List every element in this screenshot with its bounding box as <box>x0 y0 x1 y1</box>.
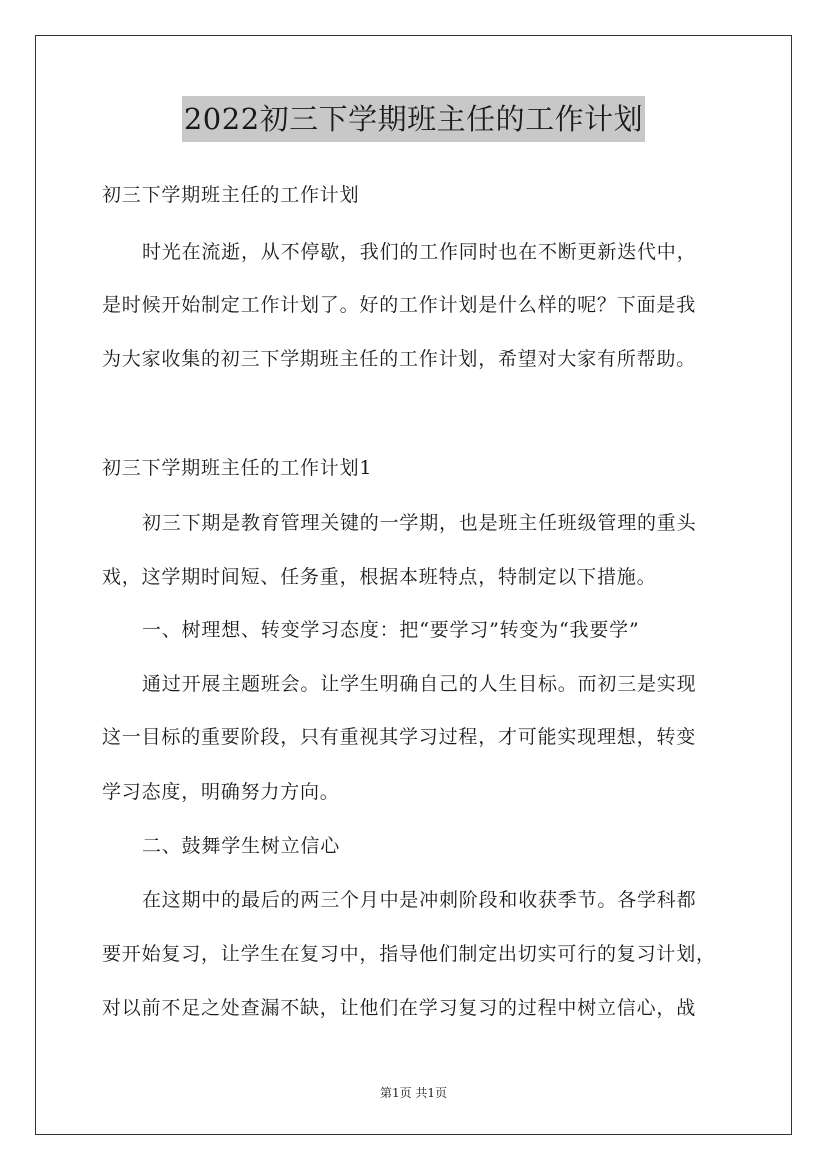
subheading: 二、鼓舞学生树立信心 <box>142 835 341 857</box>
paragraph-line: 为大家收集的初三下学期班主任的工作计划，希望对大家有所帮助。 <box>102 348 697 370</box>
paragraph-line: 时光在流逝，从不停歇，我们的工作同时也在不断更新迭代中， <box>142 241 697 263</box>
section-heading: 初三下学期班主任的工作计划 <box>102 184 360 206</box>
section-heading: 初三下学期班主任的工作计划1 <box>102 457 373 479</box>
document-title: 2022初三下学期班主任的工作计划 <box>182 96 645 142</box>
paragraph-line: 这一目标的重要阶段，只有重视其学习过程，才可能实现理想，转变 <box>102 726 697 748</box>
paragraph-line: 学习态度，明确努力方向。 <box>102 781 340 803</box>
paragraph-line: 通过开展主题班会。让学生明确自己的人生目标。而初三是实现 <box>142 673 697 695</box>
title-container <box>0 96 827 142</box>
paragraph-line: 戏，这学期时间短、任务重，根据本班特点，特制定以下措施。 <box>102 566 657 588</box>
paragraph-line: 是时候开始制定工作计划了。好的工作计划是什么样的呢？下面是我 <box>102 294 697 316</box>
paragraph-line: 要开始复习，让学生在复习中，指导他们制定出切实可行的复习计划， <box>102 943 716 965</box>
paragraph-line: 在这期中的最后的两三个月中是冲刺阶段和收获季节。各学科都 <box>142 889 697 911</box>
paragraph-line: 初三下期是教育管理关键的一学期，也是班主任班级管理的重头 <box>142 512 697 534</box>
subheading: 一、树理想、转变学习态度：把“要学习”转变为“我要学” <box>142 619 640 641</box>
page-footer: 第1页 共1页 <box>379 1086 448 1100</box>
paragraph-line: 对以前不足之处查漏不缺，让他们在学习复习的过程中树立信心，战 <box>102 997 697 1019</box>
